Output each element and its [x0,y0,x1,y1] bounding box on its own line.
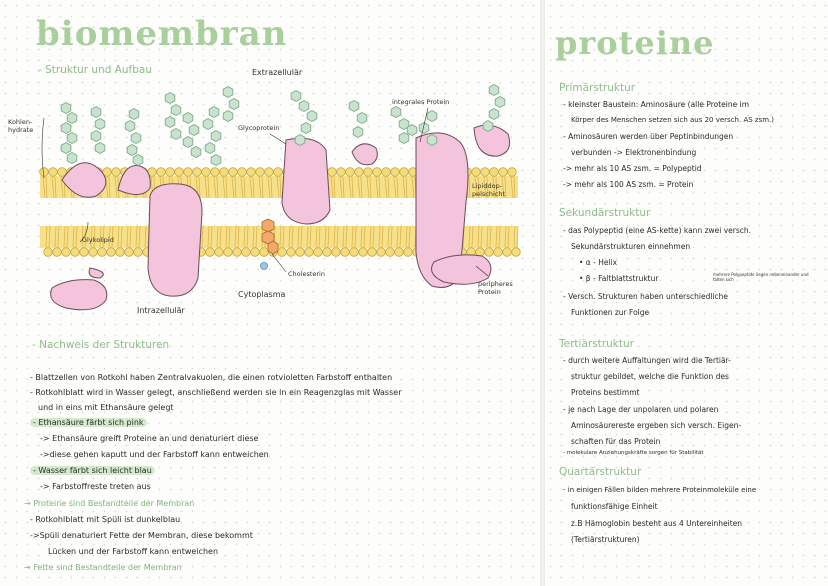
label-glycoprotein: Glycoprotein [238,124,280,132]
label-intracellular: Intrazellulär [137,306,185,315]
text-line: Körper des Menschen setzen sich aus 20 versch. AS zsm.) [571,116,774,124]
sugar-unit [223,111,233,122]
text-line: verbunden -> Elektronenbindung [571,148,697,157]
text-line: - molekulare Anziehungskräfte sorgen für Stabilität [563,450,704,456]
sugar-unit [349,101,359,112]
lipid-head [256,168,265,177]
text-line-highlighted [30,466,155,475]
lipid-head [71,248,80,257]
text-line: -> mehr als 10 AS zsm. = Polypeptid [563,164,702,173]
sugar-unit [307,111,317,122]
lipid-head [229,168,238,177]
page-title: biomembran [36,14,288,54]
sugar-unit [295,135,305,146]
lipid-head [238,168,247,177]
lipid-head [157,168,166,177]
sugar-unit [399,133,409,144]
right-page [545,0,828,586]
lipid-head [242,248,251,257]
lipid-head [274,168,283,177]
sugar-unit [67,153,77,164]
sugar-unit [211,155,221,166]
lipid-head [116,248,125,257]
sugar-unit [357,113,367,124]
highlight: - Wasser färbt sich leicht blau [30,466,155,475]
lipid-head [193,168,202,177]
text-line: z.B Hämoglobin besteht aus 4 Untereinheiten [571,519,743,528]
sugar-unit [301,123,311,134]
lipid-head [377,248,386,257]
text-line-highlighted [30,418,147,427]
lipid-head [89,248,98,257]
lipid-head [211,168,220,177]
sugar-unit [495,97,505,108]
text-line: • α - Helix [579,258,618,267]
sugar-unit [165,93,175,104]
lipid-head [305,248,314,257]
sugar-unit [127,145,137,156]
lipid-head [512,248,521,257]
lipid-head [112,168,121,177]
lipid-head [332,248,341,257]
text-line: ->diese gehen kaputt und der Farbstoff kann entweichen [40,450,269,459]
bottom-protein [51,280,107,310]
text-line: - Blattzellen von Rotkohl haben Zentralvakuolen, die einen rotvioletten Farbstoff enthalten [30,373,393,382]
sugar-unit [183,113,193,124]
lipid-head [359,248,368,257]
sugar-unit [391,107,401,118]
sugar-unit [353,127,363,138]
sugar-unit [291,91,301,102]
text-line: -> mehr als 100 AS zsm. = Protein [563,180,694,189]
sugar-unit [427,135,437,146]
text-line: - Versch. Strukturen haben unterschiedliche [563,292,729,301]
glycoprotein [282,138,330,224]
lipid-head [503,248,512,257]
text-line: - Aminosäuren werden über Peptinbindungen [563,132,734,141]
sugar-unit [95,119,105,130]
lipid-head [44,248,53,257]
label-integral-protein: integrales Protein [392,98,450,106]
lipid-head [166,168,175,177]
lipid-head [494,248,503,257]
sugar-unit [67,133,77,144]
sugar-unit [483,121,493,132]
text-line: ->Spüli denaturiert Fette der Membran, diese bekommt [30,531,253,540]
text-line: - kleinster Baustein: Aminosäure (alle Proteine im [563,100,750,109]
sugar-unit [61,143,71,154]
text-line: - Rotkohlblatt mit Spüli ist dunkelblau [30,515,181,524]
text-line: - durch weitere Auffaltungen wird die Tertiär- [563,356,731,365]
side-note: mehrere Polypeptide liegen nebeneinander und falten sich [713,272,809,282]
sugar-unit [129,109,139,120]
lipid-head [265,168,274,177]
heading-quaternary-structure: Quartärstruktur [559,466,642,478]
lipid-head [346,168,355,177]
sugar-unit [489,109,499,120]
sugar-unit [223,87,233,98]
lipid-head [175,168,184,177]
lipid-head [508,168,517,177]
lipid-head [49,168,58,177]
label-peripheral-protein: peripheres Protein [478,280,513,296]
lipid-head [53,248,62,257]
text-line: -> Ethansäure greift Proteine an und denaturiert diese [40,434,259,443]
lipid-head [314,248,323,257]
lipid-head [391,168,400,177]
text-line: schaften für das Protein [571,437,661,446]
integral-protein-center [148,184,202,296]
text-line: Sekundärstrukturen einnehmen [571,242,691,251]
sugar-unit [299,101,309,112]
lipid-head [107,248,116,257]
lipid-head [350,248,359,257]
sugar-unit [489,85,499,96]
lipid-head [355,168,364,177]
sugar-unit [67,113,77,124]
text-line: - je nach Lage der unpolaren und polaren [563,405,719,414]
text-line: - Rotkohlblatt wird in Wasser gelegt, anschließend werden sie in ein Reagenzglas mit Wasser [30,388,402,397]
lipid-head [184,168,193,177]
sugar-unit [191,147,201,158]
heading-primary-structure: Primärstruktur [559,82,636,94]
sugar-unit [211,131,221,142]
lipid-head [80,248,89,257]
lipid-head [220,168,229,177]
lipid-head [202,168,211,177]
lipid-head [404,248,413,257]
membrane-diagram [0,0,540,330]
lipid-head [400,168,409,177]
lipid-head [368,248,377,257]
lipid-head [260,248,269,257]
lipid-head [233,248,242,257]
conclusion-line: → Fette sind Bestandteile der Membran [24,563,182,572]
lipid-head [224,248,233,257]
sugar-unit [91,107,101,118]
page-title: proteine [555,24,715,62]
lipid-head [481,168,490,177]
sugar-unit [61,103,71,114]
lipid-head [323,248,332,257]
sugar-unit [229,99,239,110]
sugar-unit [91,131,101,142]
text-line: struktur gebildet, welche die Funktion des [571,372,729,381]
label-carbohydrates: Kohlen- hydrate [8,118,34,134]
lipid-head [373,168,382,177]
text-line: Aminosäurereste ergeben sich versch. Eigen- [571,421,742,430]
lipid-head [98,248,107,257]
lipid-head [485,248,494,257]
label-glycolipid: Glykolipid [82,236,114,244]
sugar-unit [171,105,181,116]
label-cytoplasm: Cytoplasma [238,290,286,299]
lipid-head [206,248,215,257]
lipid-head [337,168,346,177]
sugar-unit [189,125,199,136]
lipid-head [341,248,350,257]
lipid-head [395,248,404,257]
lipid-head [134,248,143,257]
text-line: (Tertiärstrukturen) [571,535,640,544]
sugar-unit [131,133,141,144]
sugar-unit [205,143,215,154]
lipid-head [215,248,224,257]
highlight: - Ethansäure färbt sich pink [30,418,147,427]
sugar-unit [209,107,219,118]
text-line: funktionsfähige Einheit [571,502,658,511]
heading-tertiary-structure: Tertiärstruktur [559,338,634,350]
text-line: - das Polypeptid (eine AS-kette) kann zwei versch. [563,226,752,235]
text-line: -> Farbstoffreste treten aus [40,482,151,491]
lipid-head [490,168,499,177]
text-line: und in eins mit Ethansäure gelegt [38,403,174,412]
heading-secondary-structure: Sekundärstruktur [559,207,651,219]
conclusion-line: → Proteine sind Bestandteile der Membran [24,499,195,508]
lipid-head [278,248,287,257]
small-protein-4 [89,268,103,278]
label-extracellular: Extrazellulär [252,68,303,77]
sugar-unit [427,111,437,122]
sugar-unit [133,155,143,166]
sugar-unit [95,143,105,154]
section-heading-structure: - Struktur und Aufbau [38,64,152,76]
text-line: Lücken und der Farbstoff kann entweichen [48,547,219,556]
sugar-unit [203,119,213,130]
sugar-unit [61,123,71,134]
sugar-unit [183,137,193,148]
lipid-head [328,168,337,177]
sugar-unit [171,129,181,140]
lipid-head [125,248,134,257]
lipid-head [287,248,296,257]
lipid-head [382,168,391,177]
sugar-unit [125,121,135,132]
lipid-head [472,168,481,177]
lipid-head [296,248,305,257]
sugar-unit [165,117,175,128]
lipid-head [40,168,49,177]
sugar-unit [407,125,417,136]
lipid-head [386,248,395,257]
lipid-head [247,168,256,177]
text-line: - in einigen Fällen bilden mehrere Proteinmoleküle eine [563,486,757,494]
label-cholesterol: Cholesterin [288,270,325,278]
label-lipid-bilayer: Lipiddop- pelschicht [472,182,506,198]
lipid-head [251,248,260,257]
text-line: Proteins bestimmt [571,388,640,397]
lipid-head [62,248,71,257]
small-protein-2 [352,144,377,165]
section-heading-evidence: - Nachweis der Strukturen [32,339,170,351]
text-line: Funktionen zur Folge [571,308,650,317]
lipid-head [499,168,508,177]
text-line: • β - Faltblattstruktur [579,274,659,283]
lipid-head [364,168,373,177]
